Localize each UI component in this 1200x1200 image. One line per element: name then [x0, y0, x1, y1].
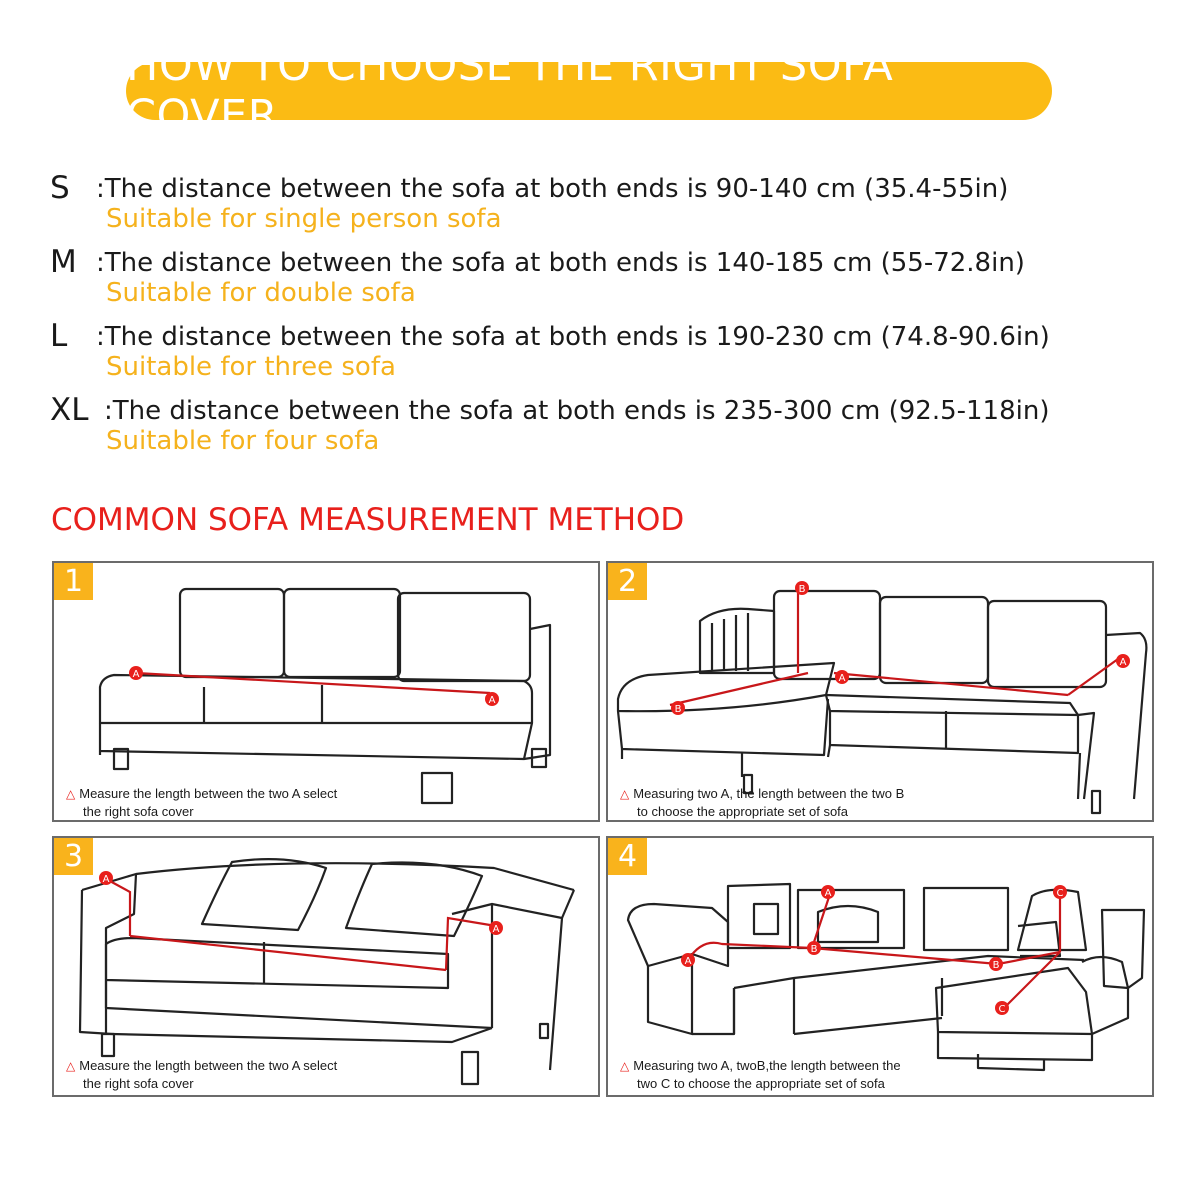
warning-triangle-icon: △ — [66, 787, 76, 801]
warning-triangle-icon: △ — [620, 787, 630, 801]
section-title: COMMON SOFA MEASUREMENT METHOD — [51, 502, 685, 538]
marker-label: B — [992, 960, 1000, 971]
measurement-panel-3 — [52, 836, 600, 1097]
panel-caption — [620, 785, 904, 820]
marker-label: A — [684, 956, 692, 967]
panel-caption — [66, 785, 337, 820]
marker-label: A — [1119, 657, 1127, 668]
caption-line-2: two C to choose the appropriate set of sofa — [637, 1076, 885, 1091]
marker-label: A — [102, 874, 110, 885]
size-description: :The distance between the sofa at both ends is 190-230 cm (74.8-90.6in) — [96, 322, 1050, 352]
panel-caption — [66, 1057, 337, 1092]
step-number-badge: 3 — [54, 838, 93, 875]
caption-line-1: Measure the length between the two A select — [79, 1058, 338, 1073]
marker-label: B — [674, 704, 682, 715]
marker-label: A — [492, 924, 500, 935]
marker-label: B — [798, 584, 806, 595]
step-number-badge: 2 — [608, 563, 647, 600]
size-description: :The distance between the sofa at both ends is 90-140 cm (35.4-55in) — [96, 174, 1009, 204]
marker-label: C — [998, 1004, 1006, 1015]
size-letter: M — [50, 244, 77, 280]
sofa-illustration-2 — [608, 563, 1154, 822]
caption-line-2: the right sofa cover — [83, 804, 194, 819]
step-number-badge: 1 — [54, 563, 93, 600]
banner-title: HOW TO CHOOSE THE RIGHT SOFA COVER — [126, 41, 894, 141]
panel-caption — [620, 1057, 901, 1092]
warning-triangle-icon: △ — [620, 1059, 630, 1073]
header-banner — [126, 41, 1052, 141]
size-suitability: Suitable for double sofa — [106, 278, 416, 308]
sofa-illustration-1 — [54, 563, 600, 822]
measurement-panel-1 — [52, 561, 600, 822]
marker-label: A — [838, 673, 846, 684]
size-description: :The distance between the sofa at both ends is 140-185 cm (55-72.8in) — [96, 248, 1025, 278]
caption-line-1: Measuring two A, the length between the two B — [633, 786, 905, 801]
warning-triangle-icon: △ — [66, 1059, 76, 1073]
caption-line-1: Measuring two A, twoB,the length between the — [633, 1058, 901, 1073]
marker-label: C — [1056, 888, 1064, 899]
size-suitability: Suitable for three sofa — [106, 352, 396, 382]
size-letter: S — [50, 170, 70, 206]
measurement-panel-2 — [606, 561, 1154, 822]
marker-label: B — [810, 944, 818, 955]
marker-label: A — [488, 695, 496, 706]
caption-line-2: the right sofa cover — [83, 1076, 194, 1091]
size-suitability: Suitable for single person sofa — [106, 204, 502, 234]
marker-label: A — [824, 888, 832, 899]
step-number-badge: 4 — [608, 838, 647, 875]
size-letter: L — [50, 318, 68, 354]
marker-label: A — [132, 669, 140, 680]
caption-line-1: Measure the length between the two A select — [79, 786, 338, 801]
size-description: :The distance between the sofa at both ends is 235-300 cm (92.5-118in) — [104, 396, 1050, 426]
measurement-panel-4 — [606, 836, 1154, 1097]
caption-line-2: to choose the appropriate set of sofa — [637, 804, 849, 819]
size-letter: XL — [50, 392, 89, 428]
size-suitability: Suitable for four sofa — [106, 426, 380, 456]
